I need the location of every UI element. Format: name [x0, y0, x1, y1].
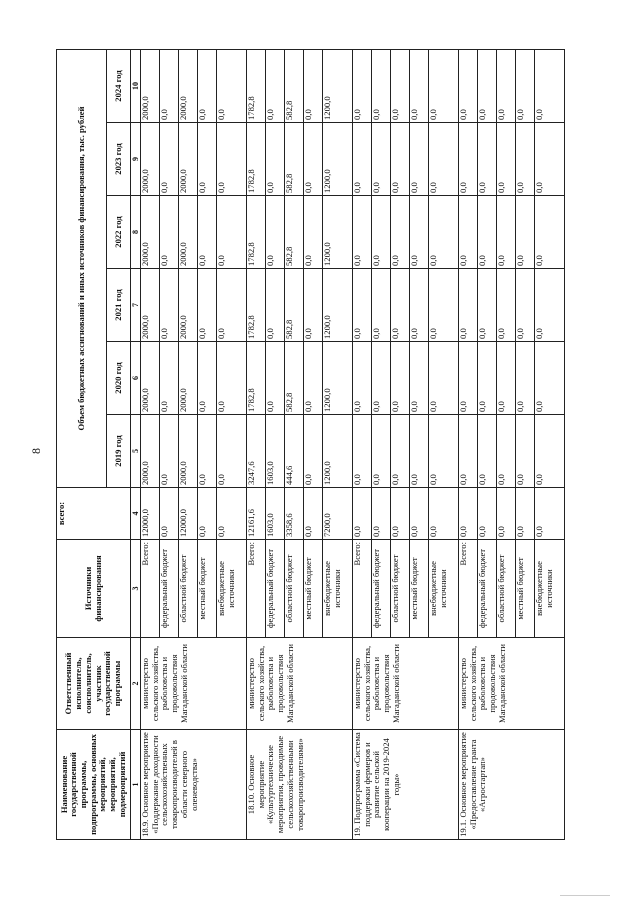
column-number: 1: [131, 730, 141, 840]
year-value-cell: 0,0: [353, 342, 372, 415]
total-value-cell: 0,0: [429, 488, 459, 540]
year-value-cell: 0,0: [198, 415, 217, 488]
year-value-cell: 0,0: [198, 196, 217, 269]
year-value-cell: 0,0: [429, 269, 459, 342]
year-value-cell: 0,0: [459, 415, 478, 488]
rotated-document: [56, 50, 554, 840]
program-name-cell: 19.1. Основное мероприятие «Предоставление гранта «Агростартап»: [459, 730, 565, 840]
year-value-cell: 0,0: [516, 123, 535, 196]
total-value-cell: 0,0: [478, 488, 497, 540]
year-value-cell: 0,0: [410, 123, 429, 196]
total-value-cell: 0,0: [535, 488, 565, 540]
year-value-cell: 0,0: [516, 269, 535, 342]
scan-artifact: [560, 895, 610, 896]
year-value-cell: 0,0: [429, 342, 459, 415]
total-value-cell: 0,0: [198, 488, 217, 540]
header-year: 2020 год: [107, 342, 131, 415]
year-value-cell: 0,0: [353, 415, 372, 488]
year-value-cell: 0,0: [217, 342, 247, 415]
year-value-cell: 0,0: [459, 123, 478, 196]
year-value-cell: 2000,0: [141, 123, 160, 196]
year-value-cell: 0,0: [391, 50, 410, 123]
year-value-cell: 0,0: [160, 123, 179, 196]
column-number: 3: [131, 540, 141, 638]
funding-source-cell: областной бюджет: [391, 540, 410, 638]
year-value-cell: 0,0: [516, 342, 535, 415]
year-value-cell: 0,0: [497, 196, 516, 269]
total-value-cell: 0,0: [304, 488, 323, 540]
year-value-cell: 0,0: [429, 50, 459, 123]
column-number: 9: [131, 123, 141, 196]
year-value-cell: 0,0: [304, 415, 323, 488]
year-value-cell: 0,0: [372, 269, 391, 342]
year-value-cell: 0,0: [198, 269, 217, 342]
total-value-cell: 1603,0: [266, 488, 285, 540]
year-value-cell: 0,0: [535, 342, 565, 415]
year-value-cell: 0,0: [410, 50, 429, 123]
funding-source-cell: областной бюджет: [285, 540, 304, 638]
year-value-cell: 582,8: [285, 342, 304, 415]
year-value-cell: 0,0: [266, 50, 285, 123]
year-value-cell: 1200,0: [323, 123, 353, 196]
funding-source-cell: внебюджетные источники: [429, 540, 459, 638]
total-value-cell: 0,0: [459, 488, 478, 540]
total-value-cell: 7200,0: [323, 488, 353, 540]
year-value-cell: 0,0: [304, 50, 323, 123]
year-value-cell: 0,0: [429, 196, 459, 269]
header-name: Наименование государственной программы, подпрограммы, основных мероприятий, мероприятий, подмероприятий: [57, 730, 131, 840]
year-value-cell: 0,0: [516, 196, 535, 269]
year-value-cell: 2000,0: [179, 269, 198, 342]
total-value-cell: 3358,6: [285, 488, 304, 540]
year-value-cell: 582,8: [285, 196, 304, 269]
total-value-cell: 0,0: [217, 488, 247, 540]
year-value-cell: 1782,8: [247, 196, 266, 269]
column-numbers-row: [131, 50, 141, 840]
year-value-cell: 1603,0: [266, 415, 285, 488]
year-value-cell: 0,0: [304, 342, 323, 415]
funding-source-cell: местный бюджет: [198, 540, 217, 638]
funding-source-cell: Всего:: [353, 540, 372, 638]
funding-source-cell: Всего:: [247, 540, 266, 638]
header-year: 2024 год: [107, 50, 131, 123]
header-year: 2019 год: [107, 415, 131, 488]
executor-cell: министерство сельского хозяйства, рыболовства и продовольствия Магаданской области: [141, 638, 247, 730]
year-value-cell: 0,0: [372, 196, 391, 269]
year-value-cell: 0,0: [217, 123, 247, 196]
year-value-cell: 0,0: [391, 196, 410, 269]
funding-source-cell: федеральный бюджет: [372, 540, 391, 638]
column-number: 10: [131, 50, 141, 123]
program-name-cell: 19. Подпрограмма «Система поддержки фермеров и развитие сельской кооперации на 2019-2024 годы»: [353, 730, 459, 840]
funding-source-cell: Всего:: [141, 540, 160, 638]
year-value-cell: 1782,8: [247, 123, 266, 196]
year-value-cell: 0,0: [304, 196, 323, 269]
year-value-cell: 0,0: [266, 342, 285, 415]
year-value-cell: 0,0: [391, 123, 410, 196]
year-value-cell: 582,8: [285, 123, 304, 196]
year-value-cell: 444,6: [285, 415, 304, 488]
executor-cell: министерство сельского хозяйства, рыболовства и продовольствия Магаданской области: [459, 638, 565, 730]
year-value-cell: 0,0: [372, 415, 391, 488]
page-number: 8: [29, 448, 43, 454]
year-value-cell: 0,0: [410, 415, 429, 488]
column-number: 8: [131, 196, 141, 269]
year-value-cell: 0,0: [535, 269, 565, 342]
header-sources: Источники финансирования: [57, 540, 131, 638]
table-body: [141, 50, 565, 840]
year-value-cell: 0,0: [198, 342, 217, 415]
year-value-cell: 1200,0: [323, 342, 353, 415]
funding-source-cell: Всего:: [459, 540, 478, 638]
table-row: [247, 50, 266, 840]
year-value-cell: 2000,0: [141, 196, 160, 269]
executor-cell: министерство сельского хозяйства, рыболовства и продовольствия Магаданской области: [247, 638, 353, 730]
year-value-cell: 0,0: [478, 415, 497, 488]
year-value-cell: 0,0: [217, 50, 247, 123]
year-value-cell: 0,0: [160, 342, 179, 415]
total-value-cell: 0,0: [160, 488, 179, 540]
funding-source-cell: внебюджетные источники: [217, 540, 247, 638]
year-value-cell: 0,0: [459, 342, 478, 415]
year-value-cell: 0,0: [304, 123, 323, 196]
year-value-cell: 0,0: [198, 123, 217, 196]
year-value-cell: 2000,0: [141, 50, 160, 123]
header-year: 2021 год: [107, 269, 131, 342]
year-value-cell: 0,0: [353, 196, 372, 269]
year-value-cell: 2000,0: [141, 415, 160, 488]
year-value-cell: 1200,0: [323, 415, 353, 488]
year-value-cell: 0,0: [429, 415, 459, 488]
year-value-cell: 2000,0: [141, 269, 160, 342]
funding-source-cell: местный бюджет: [516, 540, 535, 638]
total-value-cell: 12161,6: [247, 488, 266, 540]
funding-source-cell: внебюджетные источники: [535, 540, 565, 638]
year-value-cell: 0,0: [535, 415, 565, 488]
year-value-cell: 0,0: [217, 196, 247, 269]
year-value-cell: 0,0: [478, 342, 497, 415]
year-value-cell: 0,0: [478, 123, 497, 196]
year-value-cell: 1200,0: [323, 269, 353, 342]
year-value-cell: 2000,0: [179, 342, 198, 415]
year-value-cell: 1782,8: [247, 50, 266, 123]
total-value-cell: 12000,0: [179, 488, 198, 540]
total-value-cell: 0,0: [391, 488, 410, 540]
header-executor: Ответственный исполнитель, соисполнитель, участник государственной программы: [57, 638, 131, 730]
year-value-cell: 0,0: [497, 123, 516, 196]
year-value-cell: 0,0: [160, 196, 179, 269]
year-value-cell: 0,0: [535, 123, 565, 196]
year-value-cell: 0,0: [372, 123, 391, 196]
year-value-cell: 0,0: [353, 50, 372, 123]
total-value-cell: 0,0: [410, 488, 429, 540]
year-value-cell: 2000,0: [141, 342, 160, 415]
budget-table: [56, 49, 565, 840]
year-value-cell: 2000,0: [179, 50, 198, 123]
year-value-cell: 1200,0: [323, 196, 353, 269]
header-year: 2022 год: [107, 196, 131, 269]
year-value-cell: 0,0: [478, 50, 497, 123]
year-value-cell: 0,0: [391, 269, 410, 342]
table-row: [353, 50, 372, 840]
funding-source-cell: областной бюджет: [179, 540, 198, 638]
header-total: всего:: [57, 488, 131, 540]
total-value-cell: 0,0: [497, 488, 516, 540]
executor-cell: министерство сельского хозяйства, рыболовства и продовольствия Магаданской области: [353, 638, 459, 730]
year-value-cell: 0,0: [516, 415, 535, 488]
header-year: 2023 год: [107, 123, 131, 196]
year-value-cell: 0,0: [160, 269, 179, 342]
year-value-cell: 0,0: [535, 196, 565, 269]
column-number: 5: [131, 415, 141, 488]
year-value-cell: 0,0: [198, 50, 217, 123]
year-value-cell: 0,0: [304, 269, 323, 342]
year-value-cell: 3247,6: [247, 415, 266, 488]
year-value-cell: 0,0: [497, 269, 516, 342]
funding-source-cell: федеральный бюджет: [160, 540, 179, 638]
year-value-cell: 0,0: [410, 196, 429, 269]
year-value-cell: 0,0: [459, 196, 478, 269]
year-value-cell: 2000,0: [179, 415, 198, 488]
year-value-cell: 0,0: [391, 415, 410, 488]
year-value-cell: 0,0: [266, 269, 285, 342]
year-value-cell: 0,0: [372, 50, 391, 123]
year-value-cell: 1200,0: [323, 50, 353, 123]
funding-source-cell: федеральный бюджет: [266, 540, 285, 638]
header-volume: Объем бюджетных ассигнований и иных источников финансирования, тыс. рублей: [57, 50, 107, 488]
year-value-cell: 0,0: [160, 415, 179, 488]
year-value-cell: 0,0: [497, 415, 516, 488]
year-value-cell: 0,0: [391, 342, 410, 415]
year-value-cell: 0,0: [217, 415, 247, 488]
year-value-cell: 0,0: [535, 50, 565, 123]
year-value-cell: 0,0: [353, 269, 372, 342]
year-value-cell: 2000,0: [179, 123, 198, 196]
year-value-cell: 0,0: [478, 269, 497, 342]
year-value-cell: 0,0: [266, 123, 285, 196]
year-value-cell: 0,0: [410, 342, 429, 415]
year-value-cell: 0,0: [497, 50, 516, 123]
year-value-cell: 0,0: [160, 50, 179, 123]
year-value-cell: 0,0: [217, 269, 247, 342]
year-value-cell: 1782,8: [247, 342, 266, 415]
table-row: [459, 50, 478, 840]
column-number: 4: [131, 488, 141, 540]
year-value-cell: 0,0: [353, 123, 372, 196]
funding-source-cell: областной бюджет: [497, 540, 516, 638]
year-value-cell: 582,8: [285, 269, 304, 342]
year-value-cell: 2000,0: [179, 196, 198, 269]
year-value-cell: 0,0: [497, 342, 516, 415]
column-number: 2: [131, 638, 141, 730]
year-value-cell: 582,8: [285, 50, 304, 123]
year-value-cell: 0,0: [429, 123, 459, 196]
column-number: 7: [131, 269, 141, 342]
year-value-cell: 0,0: [266, 196, 285, 269]
column-number: 6: [131, 342, 141, 415]
funding-source-cell: местный бюджет: [304, 540, 323, 638]
program-name-cell: 18.9. Основное мероприятие «Поддержание доходности сельскохозяйственных товаропроизводителей в области северного оленеводства»: [141, 730, 247, 840]
total-value-cell: 0,0: [372, 488, 391, 540]
year-value-cell: 0,0: [372, 342, 391, 415]
total-value-cell: 0,0: [353, 488, 372, 540]
funding-source-cell: местный бюджет: [410, 540, 429, 638]
year-value-cell: 0,0: [478, 196, 497, 269]
year-value-cell: 0,0: [459, 269, 478, 342]
year-value-cell: 0,0: [410, 269, 429, 342]
funding-source-cell: внебюджетные источники: [323, 540, 353, 638]
total-value-cell: 0,0: [516, 488, 535, 540]
year-value-cell: 0,0: [459, 50, 478, 123]
year-value-cell: 1782,8: [247, 269, 266, 342]
total-value-cell: 12000,0: [141, 488, 160, 540]
funding-source-cell: федеральный бюджет: [478, 540, 497, 638]
year-value-cell: 0,0: [516, 50, 535, 123]
table-row: [141, 50, 160, 840]
program-name-cell: 18.10. Основное мероприятие «Культуртехнические мероприятия, проводимые сельскохозяйственными товаропроизводителями»: [247, 730, 353, 840]
